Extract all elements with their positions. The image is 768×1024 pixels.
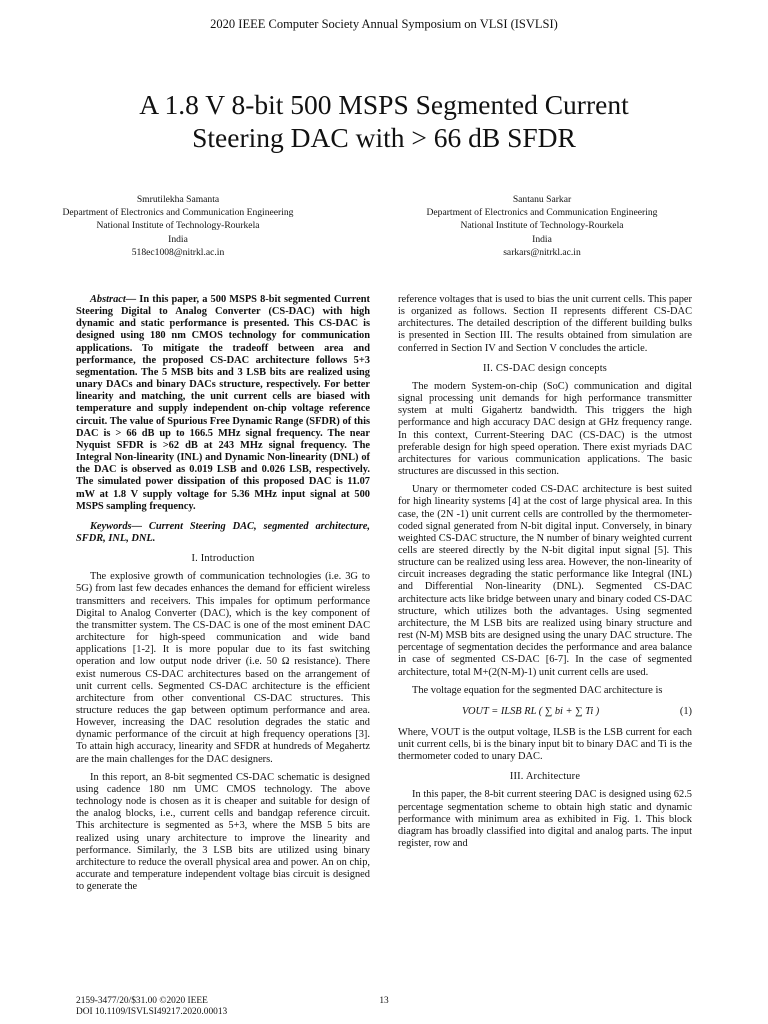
author-department: Department of Electronics and Communication Engineering: [426, 207, 658, 219]
section-heading-introduction: I. Introduction: [191, 553, 255, 565]
section-heading-design-concepts: II. CS-DAC design concepts: [482, 362, 608, 374]
footer-copyright: [76, 996, 227, 1018]
architecture-paragraph-1: In this paper, the 8-bit current steering DAC is designed using 62.5 percentage segmentation scheme to obtain high static and dynamic performance with minimum area as exhibited in Fig. 1. This block diagram has broadly classified into digital and analog parts. The input register, row and: [398, 789, 692, 850]
equation-expression: VOUT = ILSB RL ( ∑ bi + ∑ Ti ): [462, 705, 600, 717]
title-line-2: Steering DAC with > 66 dB SFDR: [192, 122, 576, 153]
title-line-1: A 1.8 V 8-bit 500 MSPS Segmented Current: [139, 89, 629, 120]
author-department: Department of Electronics and Communication Engineering: [62, 207, 294, 219]
left-column: [76, 294, 370, 893]
author-institute: National Institute of Technology-Rourkela: [96, 220, 260, 232]
footer-issn: 2159-3477/20/$31.00 ©2020 IEEE: [76, 996, 208, 1006]
abstract-text: In this paper, a 500 MSPS 8-bit segmented Current Steering Digital to Analog Converter (CS-DAC) with high dynamic and static performance is presented. This CS-DAC is designed using 180 nm CMOS technology for communication applications. To mitigate the tradeoff between area and performance, the proposed CS-DAC architecture follows 5+3 segmentation. The 5 MSB bits and 3 LSB bits are realized using unary DACs and binary DACs structure, respectively. For better linearity and matching, the unit current cells are biased with temperature and supply independent on-chip voltage reference circuit. The value of Spurious Free Dynamic Range (SFDR) of this DAC is > 66 dB up to 166.5 MHz signal frequency. The near Nyquist SFDR is >62 dB at 243 MHz signal frequency. The Integral Non-linearity (INL) and Dynamic Non-linearity (DNL) of the DAC is observed as 0.019 LSB and 0.026 LSB, respectively. The simulated power dissipation of this proposed DAC is 11.07 mW at 1.8 V supply voltage for 5.36 MHz input signal at 500 MSPS sampling frequency.: [76, 294, 370, 512]
equation-number: (1): [679, 705, 692, 717]
author-country: India: [532, 233, 552, 245]
concepts-paragraph-4: Where, VOUT is the output voltage, ILSB is the LSB current for each unit current cells, bi is the binary input bit to binary DAC and Ti is the thermometer coded to unary DAC.: [398, 726, 692, 763]
concepts-paragraph-3: The voltage equation for the segmented DAC architecture is: [412, 684, 663, 696]
concepts-paragraph-2: Unary or thermometer coded CS-DAC architecture is best suited for high linearity systems [4] at the cost of large physical area. In this case, the (2N -1) unit current cells are controlled by the thermometer-coded signal generated from N-bit digital input. Conversely, in binary weighted CS-DAC structure, the N number of binary weighted current cells are steered directly by the N-bit digital input signal [5]. This structure can be realized using less area. However, the non-linearity of circuit increases degrading the static performance like Integral (INL) and Differential Non-linearity (DNL). Segmented CS-DAC architecture acts like bridge between unary and binary coded CS-DAC structure, which utilizes both the advantages. Using segmented architecture, the M LSB bits are realized using binary structure and rest (N-M) MSB bits are designed using the unary DAC structure. The percentage of segmentation decides the performance and area balance in case of segmented CS-DAC [6-7]. In the case of segmented architecture, total M+(2(N-M)-1) unit current cells are used.: [398, 484, 692, 678]
author-name: Santanu Sarkar: [512, 194, 572, 205]
author-institute: National Institute of Technology-Rourkela: [460, 220, 624, 232]
author-email: sarkars@nitrkl.ac.in: [503, 246, 581, 258]
conference-header: 2020 IEEE Computer Society Annual Symposium on VLSI (ISVLSI): [210, 17, 558, 31]
intro-paragraph-2: In this report, an 8-bit segmented CS-DAC schematic is designed using cadence 180 nm UMC CMOS technology. The above technology node is chosen as it is cheaper and suitable for design of the analog blocks, i.e., current cells and bandgap reference circuit. This architecture is segmented as 5+3, where the MSB 5 bits are realized using unary architecture to improve the linearity and performance. Similarly, the 3 LSB bits are utilized using binary architecture to reduce the overall physical area and power. An on chip, accurate and temperature independent voltage bias circuit is designed to generate the: [76, 771, 370, 893]
author-block-2: [382, 193, 702, 259]
intro-paragraph-1: The explosive growth of communication technologies (i.e. 3G to 5G) from last few decades enhances the demand for efficient wireless transmitters and receivers. This impales for optimum performance Digital to Analog Converter (DAC), which is the key component of the transmitter system. The CS-DAC is one of the most eminent DAC architecture for high-speed communication and wide band applications [1-2]. It is more popular due to its fast switching operation and low output node driver (i.e. 50 Ω resistance). There exist numerous CS-DAC architectures based on the arrangement of unit current cells. Segmented CS-DAC architecture is the efficient architecture from other conventional CS-DAC structures. This structure reduces the gap between optimum performance and area. However, increasing the DAC resolution degrades the static and dynamic performance of the circuit at high frequency operations [3]. To attain high accuracy, linearity and SFDR at hundreds of Megahertz are the main challenges for the DAC designers.: [76, 571, 370, 765]
right-column: [398, 294, 692, 850]
footer-doi: DOI 10.1109/ISVLSI49217.2020.00013: [76, 1007, 228, 1017]
page-number: 13: [379, 996, 389, 1006]
concepts-paragraph-1: The modern System-on-chip (SoC) communication and digital signal processing unit demands for high performance transmitter system at multi Gigahertz bandwidth. This triggers the high performance and high accuracy DAC design at GHz frequency range. In this context, Current-Steering DAC (CS-DAC) is the utmost preferable design for high speed operation. There exist myriads DAC architectures for various communication applications. The basic structures are discussed in this section.: [398, 380, 692, 478]
keywords: Keywords— Current Steering DAC, segmented architecture, SFDR, INL, DNL.: [76, 520, 370, 544]
author-block-1: [18, 193, 338, 259]
abstract: [76, 294, 370, 513]
abstract-label: Abstract—: [90, 294, 137, 305]
section-heading-architecture: III. Architecture: [509, 771, 581, 783]
intro-paragraph-3: reference voltages that is used to bias the unit current cells. This paper is organized as follows. Section II represents different CS-DAC architectures. The detailed description of the different building bulks is presented in Section III. The results obtained from simulation are conferred in Section IV and Section V concludes the article.: [398, 294, 692, 354]
author-email: 518ec1008@nitrkl.ac.in: [131, 246, 225, 258]
author-name: Smrutilekha Samanta: [136, 194, 220, 205]
paper-title: [60, 88, 708, 154]
author-country: India: [168, 233, 188, 245]
equation-1: [398, 701, 692, 725]
